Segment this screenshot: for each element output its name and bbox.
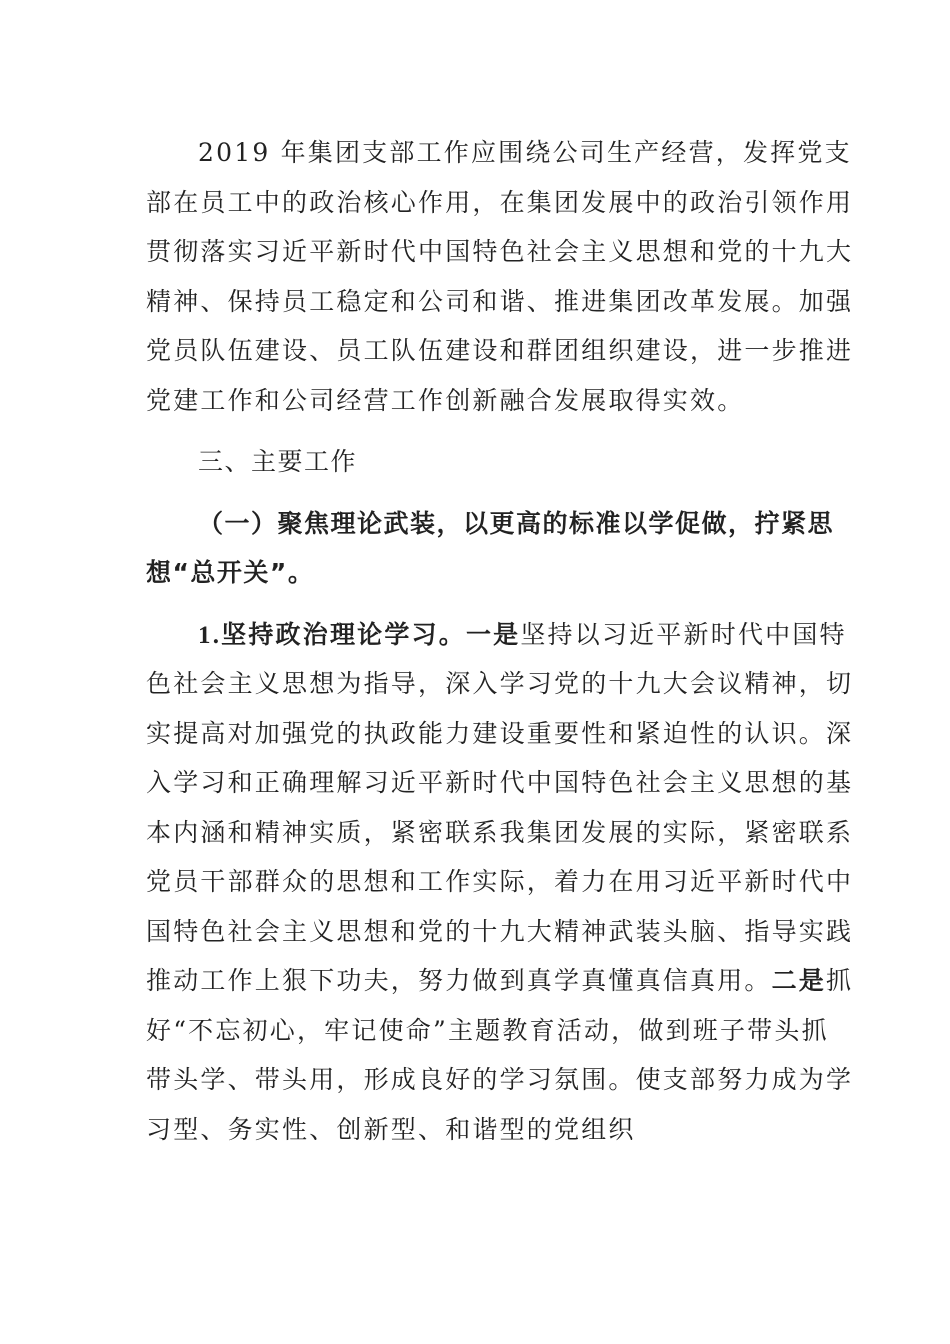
paragraph-line: 好“不忘初心，牢记使命”主题教育活动，做到班子带头抓 <box>146 1015 829 1045</box>
line-text: 抓 <box>826 966 854 995</box>
subsection-heading-line: 想“总开关”。 <box>146 558 315 587</box>
paragraph-line: 带头学、带头用，形成良好的学习氛围。使支部努力成为学 <box>146 1065 854 1094</box>
paragraph-line: 贯彻落实习近平新时代中国特色社会主义思想和党的十九大 <box>146 237 854 266</box>
paragraph-line <box>146 610 847 660</box>
subsection-heading <box>146 499 835 598</box>
paragraph-line: 2019 年集团支部工作应围绕公司生产经营，发挥党支 <box>198 138 852 167</box>
section-heading: 三、主要工作 <box>198 447 358 476</box>
paragraph-line: 习型、务实性、创新型、和谐型的党组织 <box>146 1114 636 1144</box>
paragraph-line: 色社会主义思想为指导，深入学习党的十九大会议精神，切 <box>146 669 854 698</box>
item-marker: 一是 <box>465 619 521 649</box>
paragraph-line: 本内涵和精神实质，紧密联系我集团发展的实际，紧密联系 <box>146 817 854 847</box>
paragraph-line: 精神、保持员工稳定和公司和谐、推进集团改革发展。加强 <box>146 286 854 316</box>
document-body <box>146 128 854 1154</box>
item-title: 1.坚持政治理论学习。 <box>198 621 466 649</box>
line-text: 推动工作上狠下功夫，努力做到真学真懂真信真用。 <box>146 966 772 995</box>
paragraph-line: 党员队伍建设、员工队伍建设和群团组织建设，进一步推进 <box>146 336 854 365</box>
paragraph-line: 国特色社会主义思想和党的十九大精神武装头脑、指导实践 <box>146 916 854 946</box>
paragraph-line: 部在员工中的政治核心作用，在集团发展中的政治引领作用 <box>146 187 854 217</box>
subsection-heading-line: （一）聚焦理论武装，以更高的标准以学促做，拧紧思 <box>198 508 835 538</box>
body-paragraph <box>146 610 854 1155</box>
line-text: 坚持以习近平新时代中国特 <box>520 619 847 649</box>
paragraph-line: 实提高对加强党的执政能力建设重要性和紧迫性的认识。深 <box>146 718 854 748</box>
paragraph-line: 党员干部群众的思想和工作实际，着力在用习近平新时代中 <box>146 867 854 896</box>
intro-paragraph <box>146 128 854 425</box>
paragraph-line <box>146 956 854 1006</box>
paragraph-line: 党建工作和公司经营工作创新融合发展取得实效。 <box>146 385 745 415</box>
item-marker: 二是 <box>771 966 827 995</box>
paragraph-line: 入学习和正确理解习近平新时代中国特色社会主义思想的基 <box>146 768 854 797</box>
